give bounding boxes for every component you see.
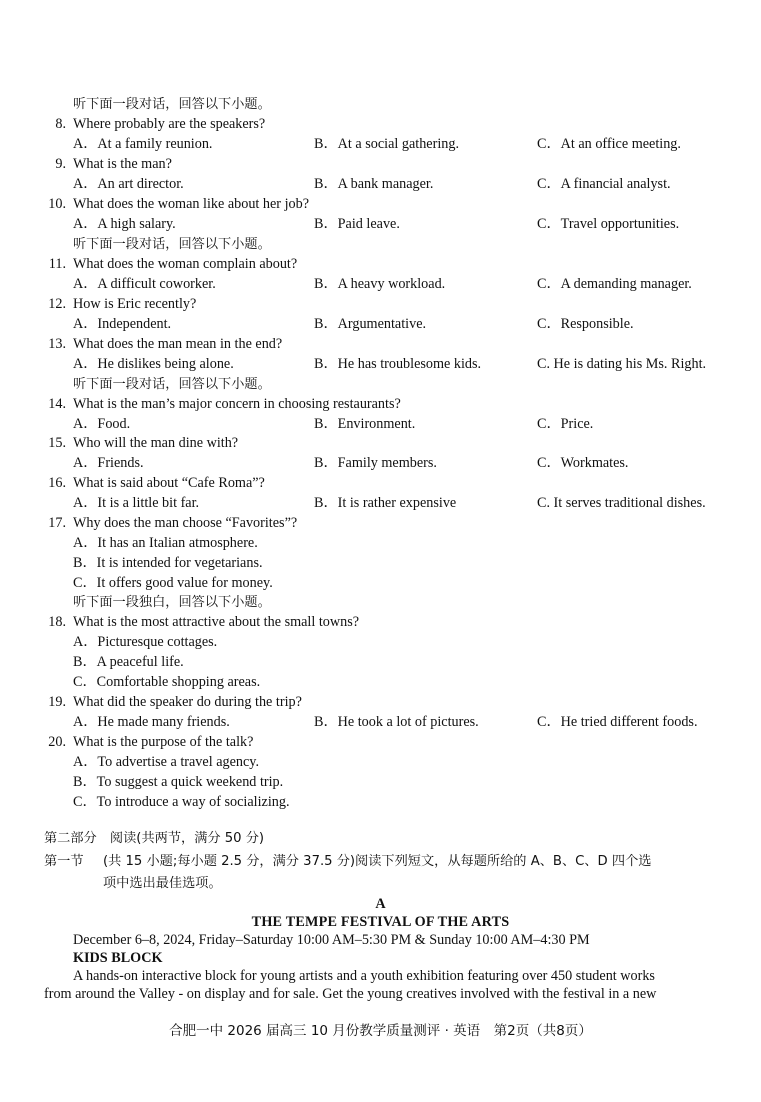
option-c: C．At an office meeting. (537, 136, 681, 152)
option-c: C．Responsible. (537, 316, 634, 332)
option-a: A．He dislikes being alone. (73, 356, 234, 372)
page-footer: 合肥一中 2026 届高三 10 月份教学质量测评 · 英语 第2页（共8页） (169, 1023, 592, 1039)
question-stem: What is the man’s major concern in choosing restaurants? (73, 396, 401, 412)
question-number: 17. (48, 515, 66, 531)
option-a: A．An art director. (73, 176, 184, 192)
passage-title: THE TEMPE FESTIVAL OF THE ARTS (251, 914, 510, 930)
question-stem: What is the most attractive about the small towns? (73, 614, 360, 630)
option-c: C．To introduce a way of socializing. (73, 794, 290, 810)
option-c: C．A demanding manager. (537, 276, 692, 292)
option-b: B．A bank manager. (314, 176, 434, 192)
passage-letter: A (375, 896, 386, 912)
option-c: C. It serves traditional dishes. (537, 495, 706, 511)
option-b: B．It is intended for vegetarians. (73, 555, 263, 571)
question-number: 12. (48, 296, 66, 312)
option-c: C．Travel opportunities. (537, 216, 680, 232)
question-stem: How is Eric recently? (73, 296, 197, 312)
option-a: A．Picturesque cottages. (73, 634, 218, 650)
option-b: B．Paid leave. (314, 216, 400, 232)
question-stem: What did the speaker do during the trip? (73, 694, 302, 710)
option-b: B．To suggest a quick weekend trip. (73, 774, 284, 790)
question-number: 9. (55, 156, 66, 172)
paragraph-line-1: A hands-on interactive block for young artists and a youth exhibition featuring over 450 student works (73, 968, 655, 984)
option-a: A．It is a little bit far. (73, 495, 200, 511)
instruction-monologue: 听下面一段独白，回答以下小题。 (73, 595, 271, 610)
question-stem: What is the man? (73, 156, 172, 172)
question-stem: Who will the man dine with? (73, 435, 239, 451)
option-c: C．It offers good value for money. (73, 575, 273, 591)
part-title: 第二部分 阅读(共两节，满分 50 分) (44, 831, 265, 846)
section-instruction-line-1: (共 15 小题;每小题 2.5 分，满分 37.5 分)阅读下列短文，从每题所给的 A、B、C、D 四个选 (103, 854, 652, 869)
option-a: A．It has an Italian atmosphere. (73, 535, 258, 551)
instruction-dialogue-2: 听下面一段对话，回答以下小题。 (73, 237, 271, 252)
question-number: 15. (48, 435, 66, 451)
option-b: B．Environment. (314, 416, 416, 432)
option-a: A．A difficult coworker. (73, 276, 216, 292)
question-stem: What is said about “Cafe Roma”? (73, 475, 265, 491)
option-c: C. He is dating his Ms. Right. (537, 356, 707, 372)
option-c: C．Price. (537, 416, 594, 432)
question-number: 11. (48, 256, 66, 272)
instruction-dialogue-1: 听下面一段对话，回答以下小题。 (73, 97, 271, 112)
option-a: A．A high salary. (73, 216, 176, 232)
question-number: 20. (48, 734, 66, 750)
question-stem: What does the woman complain about? (73, 256, 298, 272)
option-b: B．At a social gathering. (314, 136, 459, 152)
question-number: 16. (48, 475, 66, 491)
instruction-dialogue-3: 听下面一段对话，回答以下小题。 (73, 377, 271, 392)
question-number: 19. (48, 694, 66, 710)
option-b: B．Family members. (314, 455, 437, 471)
question-number: 8. (55, 116, 66, 132)
option-b: B．He took a lot of pictures. (314, 714, 479, 730)
option-c: C．A financial analyst. (537, 176, 671, 192)
option-c: C．Comfortable shopping areas. (73, 674, 261, 690)
festival-dates: December 6–8, 2024, Friday–Saturday 10:00 AM–5:30 PM & Sunday 10:00 AM–4:30 PM (73, 932, 590, 948)
question-number: 10. (48, 196, 66, 212)
question-stem: Why does the man choose “Favorites”? (73, 515, 298, 531)
option-a: A．He made many friends. (73, 714, 230, 730)
option-a: A．Friends. (73, 455, 144, 471)
question-stem: Where probably are the speakers? (73, 116, 266, 132)
section-label: 第一节 (44, 854, 84, 869)
option-b: B．It is rather expensive (314, 495, 457, 511)
question-number: 18. (48, 614, 66, 630)
paragraph-line-2: from around the Valley - on display and for sale. Get the young creatives involved with the festival in a new (44, 986, 657, 1002)
option-b: B．Argumentative. (314, 316, 427, 332)
question-stem: What is the purpose of the talk? (73, 734, 254, 750)
option-a: A．To advertise a travel agency. (73, 754, 259, 770)
option-b: B．A peaceful life. (73, 654, 184, 670)
option-c: C．He tried different foods. (537, 714, 698, 730)
section-instruction-line-2: 项中选出最佳选项。 (103, 876, 222, 891)
option-a: A．Food. (73, 416, 131, 432)
option-a: A．Independent. (73, 316, 172, 332)
question-number: 14. (48, 396, 66, 412)
option-b: B．He has troublesome kids. (314, 356, 482, 372)
question-number: 13. (48, 336, 66, 352)
subheading-kids-block: KIDS BLOCK (73, 950, 163, 966)
option-c: C．Workmates. (537, 455, 629, 471)
question-stem: What does the woman like about her job? (73, 196, 309, 212)
option-b: B．A heavy workload. (314, 276, 446, 292)
question-stem: What does the man mean in the end? (73, 336, 283, 352)
option-a: A．At a family reunion. (73, 136, 213, 152)
